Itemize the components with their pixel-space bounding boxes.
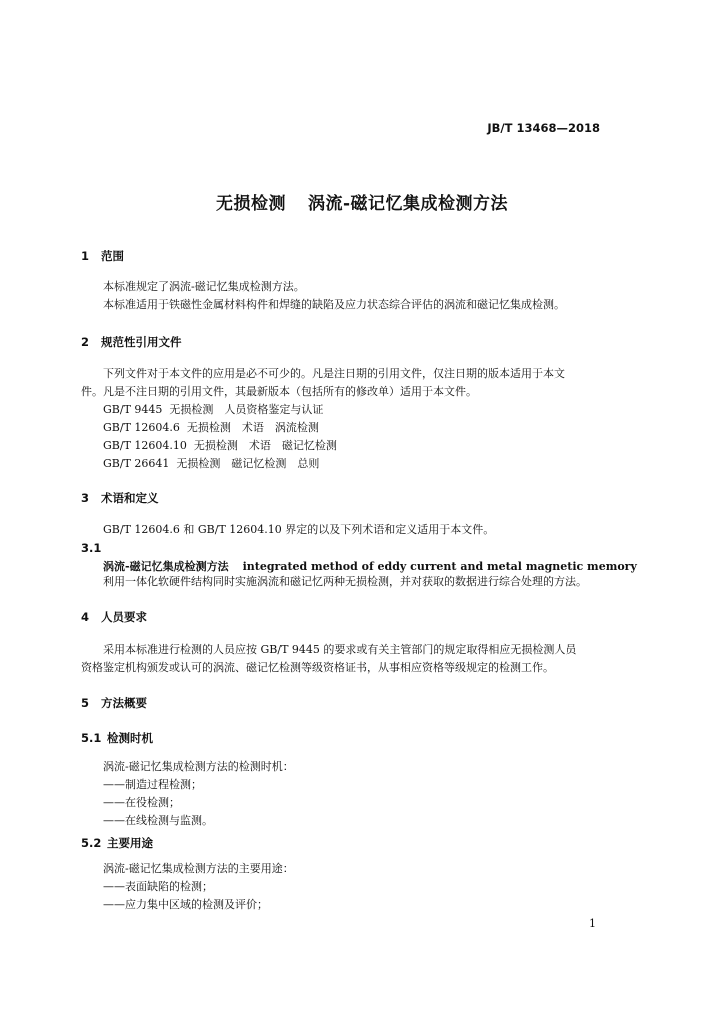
section-5-heading: 5 方法概要 <box>81 696 147 710</box>
term-entry <box>103 558 637 574</box>
reference-item: GB/T 26641 无损检测 磁记忆检测 总则 <box>103 457 320 470</box>
section-4-paragraph-line-1: 采用本标准进行检测的人员应按 GB/T 9445 的要求或有关主管部门的规定取得相应无损检测人员 <box>103 643 577 656</box>
section-5-2-heading: 5.2 主要用途 <box>81 836 153 850</box>
section-1-paragraph-1: 本标准规定了涡流-磁记忆集成检测方法。 <box>103 280 305 293</box>
term-chinese: 涡流-磁记忆集成检测方法 <box>103 560 229 573</box>
list-item: ——在役检测； <box>103 796 180 809</box>
reference-item: GB/T 12604.6 无损检测 术语 涡流检测 <box>103 421 319 434</box>
title-part2: 涡流-磁记忆集成检测方法 <box>307 194 509 214</box>
term-english: integrated method of eddy current and metal magnetic memory <box>242 560 637 573</box>
section-2-paragraph-line-2: 件。凡是不注日期的引用文件，其最新版本（包括所有的修改单）适用于本文件。 <box>81 385 477 398</box>
title-part1: 无损检测 <box>215 194 286 214</box>
list-item: ——制造过程检测； <box>103 778 202 791</box>
page-number: 1 <box>589 917 596 930</box>
section-5-1-intro: 涡流-磁记忆集成检测方法的检测时机： <box>103 760 294 773</box>
reference-item: GB/T 12604.10 无损检测 术语 磁记忆检测 <box>103 439 337 452</box>
standard-code: JB/T 13468—2018 <box>487 121 600 135</box>
list-item: ——表面缺陷的检测； <box>103 880 213 893</box>
section-1-heading: 1 范围 <box>81 249 124 263</box>
clause-3-1-number: 3.1 <box>81 541 102 555</box>
term-definition: 利用一体化软硬件结构同时实施涡流和磁记忆两种无损检测，并对获取的数据进行综合处理的方法。 <box>103 575 587 588</box>
list-item: ——应力集中区域的检测及评价； <box>103 898 268 911</box>
section-1-paragraph-2: 本标准适用于铁磁性金属材料构件和焊缝的缺陷及应力状态综合评估的涡流和磁记忆集成检测。 <box>103 298 565 311</box>
section-4-heading: 4 人员要求 <box>81 610 147 624</box>
section-2-paragraph-line-1: 下列文件对于本文件的应用是必不可少的。凡是注日期的引用文件，仅注日期的版本适用于本文 <box>103 367 565 380</box>
section-5-1-heading: 5.1 检测时机 <box>81 731 153 745</box>
section-3-heading: 3 术语和定义 <box>81 491 159 505</box>
document-title <box>0 189 724 214</box>
section-2-heading: 2 规范性引用文件 <box>81 335 182 349</box>
reference-item: GB/T 9445 无损检测 人员资格鉴定与认证 <box>103 403 324 416</box>
section-4-paragraph-line-2: 资格鉴定机构颁发或认可的涡流、磁记忆检测等级资格证书，从事相应资格等级规定的检测工作。 <box>81 661 554 674</box>
section-3-paragraph: GB/T 12604.6 和 GB/T 12604.10 界定的以及下列术语和定义适用于本文件。 <box>103 523 495 536</box>
section-5-2-intro: 涡流-磁记忆集成检测方法的主要用途： <box>103 862 294 875</box>
list-item: ——在线检测与监测。 <box>103 814 213 827</box>
